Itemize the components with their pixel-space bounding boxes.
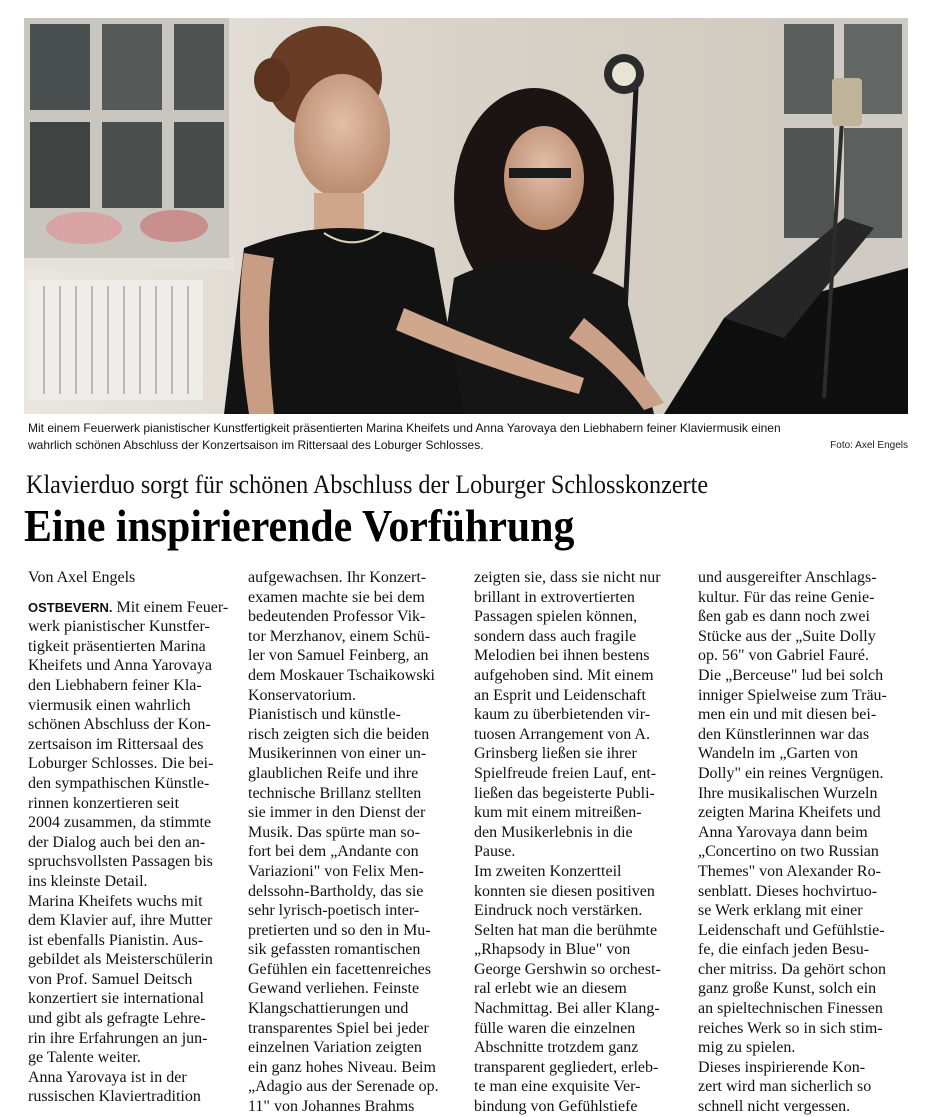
- dateline-place: OSTBEVERN.: [28, 599, 113, 615]
- article-kicker: Klavierduo sorgt für schönen Abschluss der Loburger Schlosskonzerte: [26, 470, 709, 499]
- article-column-1: [28, 568, 242, 1107]
- article-column-4: und ausgereifter Anschlags- kultur. Für das reine Genie- ßen gab es dann noch zwei Stücke aus der „Suite Dolly op. 56" von Gabriel Fauré. Die „Berceuse" lud bei solch inniger Spielweise zum Träu- men ein und mit diesen bei- den Künstlerinnen war das Wandeln im „Garten von Dolly" ein reines Vergnügen. Ihre musikalischen Wurzeln zeigten Marina Kheifets und Anna Yarovaya dann beim „Concertino on two Russian Themes" von Alexander Ro- senblatt. Dieses hochvirtuo- se Werk erklang mit einer Leidenschaft und Gefühlstie- fe, die einfach jeden Besu- cher mitriss. Da gehört schon ganz große Kunst, solch ein an spieltechnischen Finessen reiches Werk so in sich stim- mig zu spielen. Dieses inspirierende Kon- zert wird man sicherlich so schnell nicht vergessen.: [698, 569, 887, 1116]
- article-headline: Eine inspirierende Vorführung: [24, 501, 575, 551]
- byline: Von Axel Engels: [28, 569, 136, 586]
- photo-credit: Foto: Axel Engels: [830, 440, 908, 451]
- photo-caption: [28, 420, 908, 454]
- concert-photo: [24, 18, 908, 414]
- caption-line-2: wahrlich schönen Abschluss der Konzertsaison im Rittersaal des Loburger Schlosses.: [28, 438, 484, 452]
- article-column-3: zeigten sie, dass sie nicht nur brillant in extrovertierten Passagen spielen können, sondern dass auch fragile Melodien bei ihnen bestens aufgehoben sind. Mit einem an Esprit und Leidenschaft kaum zu überbietenden vir- tuosen Arrangement von A. Grinsberg ließen sie ihrer Spielfreude freien Lauf, ent- ließen das begeisterte Publi- kum mit einem mitreißen- den Musikerlebnis in die Pause. Im zweiten Konzertteil konnten sie diesen positiven Eindruck noch verstärken. Selten hat man die berühmte „Rhapsody in Blue" von George Gershwin so orchest- ral erlebt wie an diesem Nachmittag. Bei aller Klang- fülle waren die einzelnen Abschnitte trotzdem ganz transparent gegliedert, erleb- te man eine exquisite Ver- bindung von Gefühlstiefe: [474, 569, 661, 1116]
- column-1-text: Mit einem Feuer- werk pianistischer Kunstfer- tigkeit präsentierten Marina Kheifets und Anna Yarovaya den Liebhabern feiner Kla- viermusik einen wahrlich schönen Abschluss der Kon- zertsaison im Rittersaal des Loburger Schlosses. Die bei- den sympathischen Künstle- rinnen konzertieren seit 2004 zusammen, da stimmte der Dialog auch bei den an- spruchsvollsten Passagen bis ins kleinste Detail. Marina Kheifets wuchs mit dem Klavier auf, ihre Mutter ist ebenfalls Pianistin. Aus- gebildet als Meisterschülerin von Prof. Samuel Deitsch konzertiert sie international und gibt als gefragte Lehre- rin ihre Erfahrungen an jun- ge Talente weiter. Anna Yarovaya ist in der russischen Klaviertradition: [28, 598, 229, 1106]
- article-column-2: aufgewachsen. Ihr Konzert- examen machte sie bei dem bedeutenden Professor Vik- tor Merzhanov, einem Schü- ler von Samuel Feinberg, an dem Moskauer Tschaikowski Konservatorium. Pianistisch und künstle- risch zeigten sich die beiden Musikerinnen von einer un- glaublichen Reife und ihre technische Brillanz stellten sie immer in den Dienst der Musik. Das spürte man so- fort bei dem „Andante con Variazioni" von Felix Men- delssohn-Bartholdy, das sie sehr lyrisch-poetisch inter- pretierten und so den in Mu- sik gefassten romantischen Gefühlen ein facettenreiches Gewand verliehen. Feinste Klangschattierungen und transparentes Spiel bei jeder einzelnen Variation zeigten ein ganz hohes Niveau. Beim „Adagio aus der Serenade op. 11" von Johannes Brahms: [248, 569, 439, 1116]
- photo-icon: [24, 18, 908, 414]
- caption-line-1: Mit einem Feuerwerk pianistischer Kunstfertigkeit präsentierten Marina Kheifets und Anna Yarovaya den Liebhabern feiner Klaviermusik einen: [28, 421, 781, 435]
